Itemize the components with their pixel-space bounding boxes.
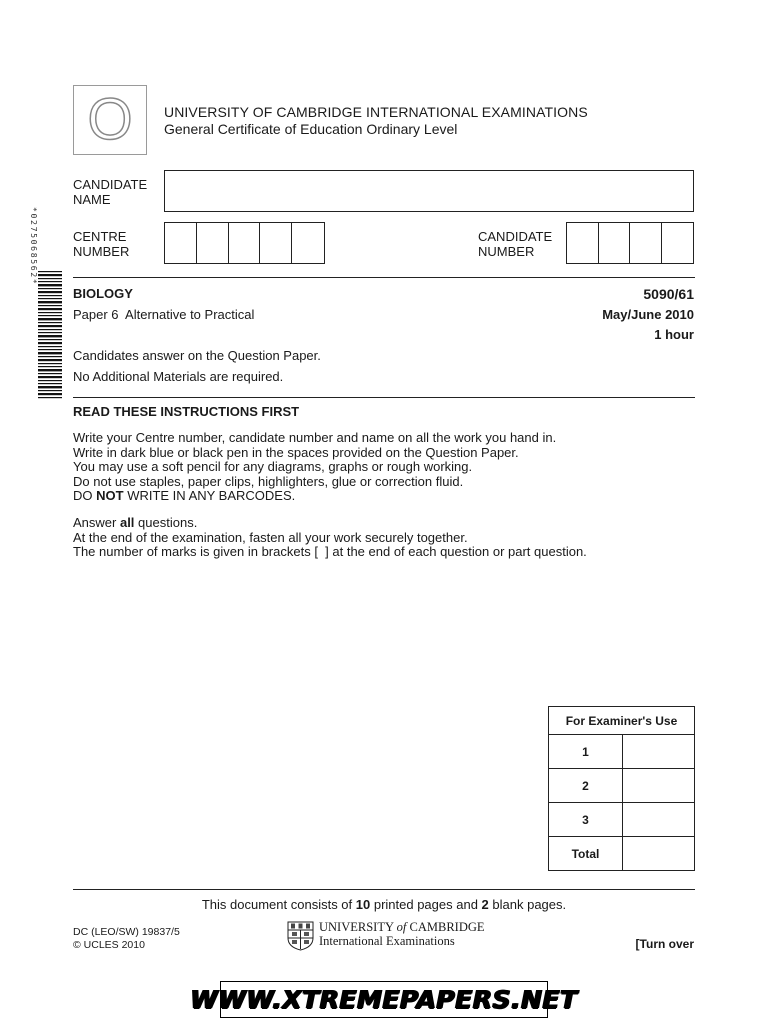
examiner-question-number: 1 bbox=[549, 735, 623, 769]
instruction-line: Write in dark blue or black pen in the spaces provided on the Question Paper. bbox=[73, 444, 519, 460]
instruction-line: Write your Centre number, candidate number and name on all the work you hand in. bbox=[73, 430, 557, 445]
candidate-number-label-line2: NUMBER bbox=[478, 244, 535, 259]
centre-number-digit-box[interactable] bbox=[197, 223, 229, 263]
cambridge-wordmark-line2: International Examinations bbox=[319, 934, 455, 948]
turn-over-note: [Turn over bbox=[635, 937, 694, 951]
document-code-block bbox=[73, 926, 180, 951]
instruction-line-answer bbox=[73, 516, 587, 531]
barcode-digits: *0275068562* bbox=[29, 207, 39, 286]
wordmark-text: UNIVERSITY bbox=[319, 920, 394, 934]
cambridge-wordmark-line1 bbox=[319, 920, 485, 934]
qualification-logo-letter: O bbox=[87, 87, 133, 152]
centre-number-label-line1: CENTRE bbox=[73, 229, 127, 244]
wordmark-text: of bbox=[396, 920, 407, 934]
candidate-number-label bbox=[478, 229, 552, 259]
examiner-mark-cell[interactable] bbox=[623, 803, 695, 837]
examiner-use-table bbox=[548, 706, 695, 871]
centre-number-label bbox=[73, 229, 129, 259]
examiner-mark-cell[interactable] bbox=[623, 735, 695, 769]
examiner-total-cell[interactable] bbox=[623, 837, 695, 871]
candidate-name-label bbox=[73, 177, 147, 207]
page-count-text: This document consists of bbox=[201, 897, 356, 912]
instruction-line: Do not use staples, paper clips, highlighters, glue or correction fluid. bbox=[73, 473, 464, 489]
candidate-number-digit-box[interactable] bbox=[662, 223, 693, 263]
examiner-table-heading: For Examiner's Use bbox=[549, 707, 695, 735]
page-count-text: printed pages and bbox=[370, 897, 482, 912]
cambridge-crest-icon bbox=[287, 921, 314, 951]
instructions-heading: READ THESE INSTRUCTIONS FIRST bbox=[73, 404, 300, 419]
instructions-block bbox=[73, 431, 556, 504]
candidate-name-field[interactable] bbox=[164, 170, 694, 212]
university-title: UNIVERSITY OF CAMBRIDGE INTERNATIONAL EXAMINATIONS bbox=[164, 104, 588, 120]
centre-number-digit-box[interactable] bbox=[292, 223, 324, 263]
copyright-notice: © UCLES 2010 bbox=[73, 938, 145, 951]
candidate-number-digit-box[interactable] bbox=[630, 223, 662, 263]
instruction-text: Answer bbox=[73, 515, 120, 530]
candidate-number-digit-box[interactable] bbox=[567, 223, 599, 263]
instruction-line: The number of marks is given in brackets [ ] at the end of each question or part question. bbox=[73, 544, 587, 560]
paper-title: Paper 6 Alternative to Practical bbox=[73, 307, 255, 322]
instruction-text: DO bbox=[73, 488, 97, 504]
instruction-line: You may use a soft pencil for any diagrams, graphs or rough working. bbox=[73, 459, 473, 475]
instruction-line: At the end of the examination, fasten all your work securely together. bbox=[73, 529, 468, 545]
centre-number-digit-box[interactable] bbox=[260, 223, 292, 263]
instruction-text: WRITE IN ANY BARCODES. bbox=[123, 488, 296, 504]
candidate-number-digit-box[interactable] bbox=[599, 223, 631, 263]
answer-instruction: Candidates answer on the Question Paper. bbox=[73, 348, 321, 363]
page-count-text: blank pages. bbox=[488, 897, 567, 912]
divider-line bbox=[73, 889, 695, 890]
certificate-title: General Certificate of Education Ordinary Level bbox=[164, 121, 458, 137]
examiner-total-label: Total bbox=[549, 837, 623, 871]
examiner-mark-cell[interactable] bbox=[623, 769, 695, 803]
divider-line bbox=[73, 397, 695, 398]
instruction-emphasis: NOT bbox=[96, 488, 124, 504]
barcode bbox=[22, 207, 64, 399]
candidate-name-label-line1: CANDIDATE bbox=[73, 177, 148, 192]
exam-session: May/June 2010 bbox=[602, 307, 694, 322]
centre-number-digit-box[interactable] bbox=[229, 223, 261, 263]
instruction-text: questions. bbox=[134, 515, 198, 530]
examiner-question-number: 3 bbox=[549, 803, 623, 837]
centre-number-label-line2: NUMBER bbox=[73, 244, 130, 259]
candidate-number-label-line1: CANDIDATE bbox=[478, 229, 553, 244]
materials-note: No Additional Materials are required. bbox=[73, 369, 284, 384]
subject-title: BIOLOGY bbox=[73, 286, 133, 301]
cambridge-wordmark bbox=[319, 920, 485, 948]
instruction-line-barcodes bbox=[73, 489, 556, 504]
centre-number-field[interactable] bbox=[164, 222, 325, 264]
watermark-banner: WWW.XTREMEPAPERS.NET bbox=[220, 981, 548, 1018]
page-count-note bbox=[0, 897, 768, 912]
instruction-emphasis: all bbox=[119, 515, 135, 530]
exam-duration: 1 hour bbox=[654, 327, 694, 342]
paper-code: 5090/61 bbox=[643, 286, 694, 302]
divider-line bbox=[73, 277, 695, 278]
candidate-number-field[interactable] bbox=[566, 222, 694, 264]
printed-pages-count: 10 bbox=[355, 897, 371, 912]
document-code: DC (LEO/SW) 19837/5 bbox=[73, 926, 180, 938]
wordmark-text: CAMBRIDGE bbox=[409, 920, 485, 934]
candidate-name-label-line2: NAME bbox=[73, 192, 111, 207]
centre-number-digit-box[interactable] bbox=[165, 223, 197, 263]
examiner-question-number: 2 bbox=[549, 769, 623, 803]
blank-pages-count: 2 bbox=[481, 897, 489, 912]
instructions-block bbox=[73, 516, 587, 560]
